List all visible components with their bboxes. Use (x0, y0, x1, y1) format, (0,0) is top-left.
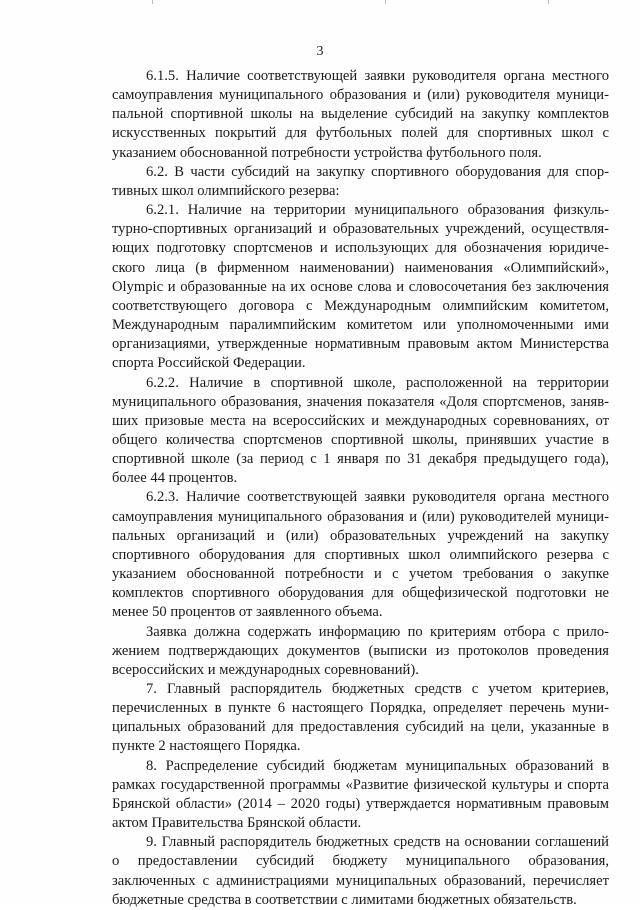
page-number: 3 (316, 44, 324, 59)
paragraph-6-1-5: 6.1.5. Наличие соответствующей заявки руководителя органа местного самоуправления муниципального образования и (или) руководителя муниципальной спортивной школы на выделение субсидий на закупку комплектов искусственных покрытий для футбольных полей для спортивных школ с указанием обоснованной потребности устройства футбольного поля. (112, 68, 609, 161)
scan-edge-marks (0, 0, 640, 6)
paragraph-7: 7. Главный распорядитель бюджетных средств с учетом критериев, перечисленных в пункте 6 настоящего Порядка, определяет перечень муниципальных образований для предоставления субсидий на цели, указанные в пункте 2 настоящего Порядка. (112, 681, 609, 755)
paragraph-6-2-1: 6.2.1. Наличие на территории муниципального образования физкультурно-спортивных организаций и образовательных учреждений, осуществляющих подготовку спортсменов и использующих для обозначения юридического лица (в фирменном наименовании) наименования «Олимпийский», Olympic и образованные на их основе слова и словосочетания без заключения соответствующего договора с Международным олимпийским комитетом, Международным паралимпийским комитетом или уполномоченными ими организациями, утвержденные нормативным правовым актом Министерства спорта Российской Федерации. (112, 202, 609, 372)
paragraph-6-2-2: 6.2.2. Наличие в спортивной школе, расположенной на территории муниципального образования, значения показателя «Доля спортсменов, занявших призовые места на всероссийских и международных соревнованиях, от общего количества спортсменов спортивной школы, принявших участие в спортивной школе (за период с 1 января по 31 декабря предыдущего года), более 44 процентов. (112, 374, 609, 487)
paragraph-6-2-3: 6.2.3. Наличие соответствующей заявки руководителя органа местного самоуправления муниципального образования и (или) руководителей муниципальных организаций и (или) образовательных учреждений на закупку спортивного оборудования для спортивных школ олимпийского резерва с указанием обоснованной потребности и с учетом требования о закупке комплектов спортивного оборудования для общефизической подготовки не менее 50 процентов от заявленного объема. (112, 489, 609, 621)
paragraph-application-requirements: Заявка должна содержать информацию по критериям отбора с приложением подтверждающих документов (выписки из протоколов проведения всероссийских и международных соревнований). (112, 623, 609, 678)
paragraph-8: 8. Распределение субсидий бюджетам муниципальных образований в рамках государственной программы «Развитие физической культуры и спорта Брянской области» (2014 – 2020 годы) утверждается нормативным правовым актом Правительства Брянской области. (112, 757, 609, 832)
document-body (112, 67, 609, 910)
paragraph-6-2: 6.2. В части субсидий на закупку спортивного оборудования для спортивных школ олимпийского резерва: (112, 163, 609, 199)
paragraph-9: 9. Главный распорядитель бюджетных средств на основании соглашений о предоставлении субсидий бюджету муниципального образования, заключенных с администрациями муниципальных образований, перечисляет бюджетные средства в соответствии с лимитами бюджетных обязательств. (112, 834, 609, 908)
